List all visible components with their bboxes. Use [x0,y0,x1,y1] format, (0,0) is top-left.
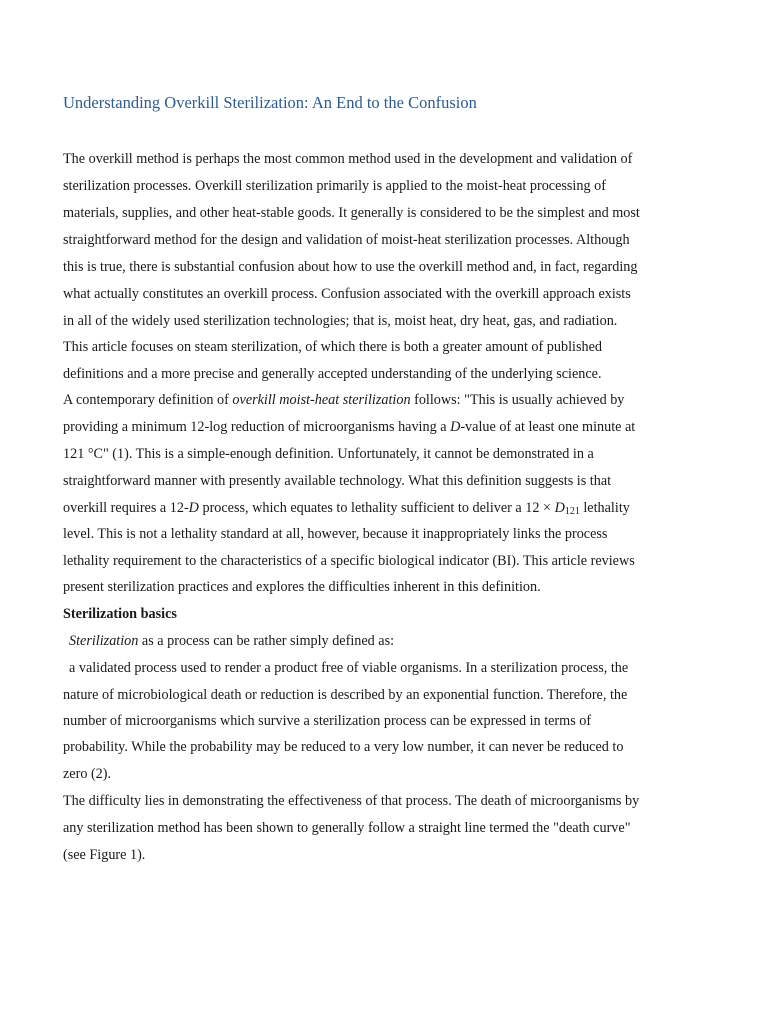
text-run: as a process can be rather simply defined as: [138,633,395,649]
text-run: lethality [579,500,630,516]
emphasis-term: D [450,419,461,435]
text-run: process, which equates to lethality sufficient to deliver a 12 × [198,500,555,516]
text-run: follows: "This is usually achieved by [410,392,625,408]
body-line [63,498,630,522]
body-line: zero (2). [63,766,112,782]
emphasis-term: D [188,500,199,516]
body-line: sterilization processes. Overkill sterilization primarily is applied to the moist-heat processing of [63,178,606,194]
body-line: present sterilization practices and explores the difficulties inherent in this definition. [63,579,541,595]
body-line: in all of the widely used sterilization technologies; that is, moist heat, dry heat, gas, and radiation. [63,313,618,329]
body-line: probability. While the probability may be reduced to a very low number, it can never be reduced to [63,739,624,755]
body-line: 121 °C" (1). This is a simple-enough definition. Unfortunately, it cannot be demonstrated in a [63,446,594,462]
body-line: a validated process used to render a product free of viable organisms. In a sterilization process, the [69,660,629,676]
body-line: straightforward manner with presently available technology. What this definition suggests is that [63,473,612,489]
body-line: what actually constitutes an overkill process. Confusion associated with the overkill approach exists [63,286,631,302]
emphasis-term: D [554,500,565,516]
section-heading: Sterilization basics [63,606,177,622]
body-line [63,417,635,437]
body-line: straightforward method for the design and validation of moist-heat sterilization processes. Although [63,232,630,248]
text-run: -value of at least one minute at [460,419,636,435]
body-line [69,631,394,651]
body-line: level. This is not a lethality standard at all, however, because it inappropriately links the process [63,526,608,542]
article-title: Understanding Overkill Sterilization: An End to the Confusion [63,93,477,112]
body-line: materials, supplies, and other heat-stable goods. It generally is considered to be the simplest and most [63,205,640,221]
subscript: 121 [564,506,580,517]
body-line: This article focuses on steam sterilization, of which there is both a greater amount of published [63,339,602,355]
body-line: (see Figure 1). [63,847,146,863]
body-line: The overkill method is perhaps the most common method used in the development and validation of [63,151,633,167]
body-line: The difficulty lies in demonstrating the effectiveness of that process. The death of microorganisms by [63,793,640,809]
body-line: any sterilization method has been shown to generally follow a straight line termed the "death curve" [63,820,631,836]
text-run: overkill requires a 12- [63,500,189,516]
body-line: this is true, there is substantial confusion about how to use the overkill method and, in fact, regarding [63,259,638,275]
text-run: A contemporary definition of [63,392,233,408]
text-run: providing a minimum 12-log reduction of microorganisms having a [63,419,451,435]
body-line: definitions and a more precise and generally accepted understanding of the underlying science. [63,366,602,382]
body-line: nature of microbiological death or reduction is described by an exponential function. Therefore, the [63,687,628,703]
body-line: lethality requirement to the characteristics of a specific biological indicator (BI). This article reviews [63,553,635,569]
emphasis-term: Sterilization [69,633,139,649]
body-line [63,390,624,410]
emphasis-term: overkill moist-heat sterilization [232,392,411,408]
body-line: number of microorganisms which survive a sterilization process can be expressed in terms of [63,713,592,729]
